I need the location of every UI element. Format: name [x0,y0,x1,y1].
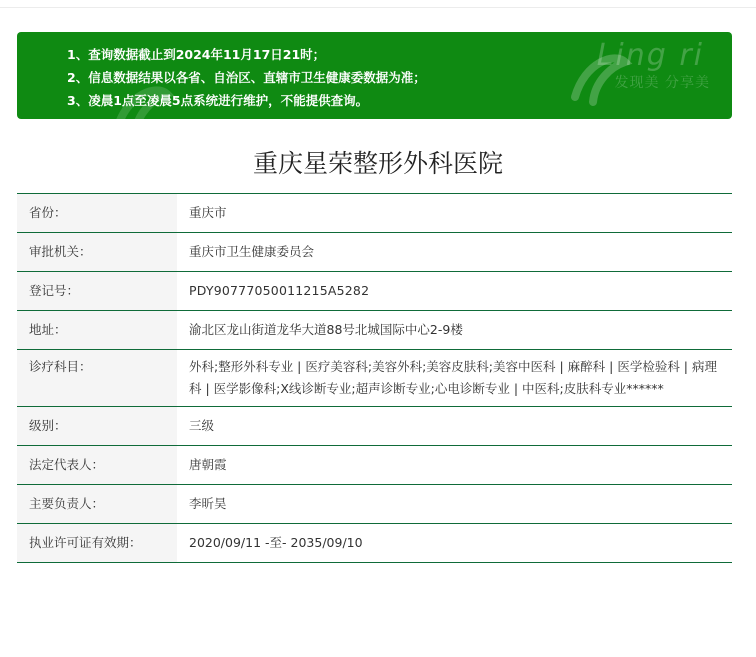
row-value: 外科;整形外科专业 | 医疗美容科;美容外科;美容皮肤科;美容中医科 | 麻醉科 | 医学检验科 | 病理科 | 医学影像科;X线诊断专业;超声诊断专业;心电诊断专业 | 中医科;皮肤科专业****** [189,359,717,396]
row-value: 李昕昊 [189,496,227,511]
row-label: 法定代表人： [17,446,177,484]
row-value: 重庆市 [189,205,227,220]
top-divider [0,7,756,8]
row-label: 地址： [17,311,177,349]
table-row-departments [17,350,732,407]
row-label: 省份： [17,194,177,232]
row-label: 主要负责人： [17,485,177,523]
table-row-address [17,311,732,350]
notice-line-3: 3、凌晨1点至凌晨5点系统进行维护，不能提供查询。 [67,93,369,108]
table-row-license-validity [17,524,732,563]
row-label: 审批机关： [17,233,177,271]
table-row-principal [17,485,732,524]
row-label: 诊疗科目： [17,350,177,406]
watermark-logo: Ling ri [596,38,704,73]
table-row-legal-representative [17,446,732,485]
page-title: 重庆星荣整形外科医院 [252,149,503,178]
notice-line-1: 1、查询数据截止到2024年11月17日21时； [67,47,326,62]
table-row-province [17,194,732,233]
row-label: 级别： [17,407,177,445]
watermark-tagline: 发现美 分享美 [614,75,710,91]
notice-line-2: 2、信息数据结果以各省、自治区、直辖市卫生健康委数据为准； [67,70,426,85]
hospital-info-table [17,193,732,563]
row-value: 重庆市卫生健康委员会 [189,244,315,259]
table-row-level [17,407,732,446]
notice-banner [17,32,732,119]
row-value: PDY90777050011215A5282 [189,283,370,298]
row-label: 执业许可证有效期： [17,524,177,562]
row-label: 登记号： [17,272,177,310]
row-value: 2020/09/11 -至- 2035/09/10 [189,535,363,550]
row-value: 渝北区龙山街道龙华大道88号北城国际中心2-9楼 [189,322,463,337]
row-value: 唐朝霞 [189,457,227,472]
table-row-registration-number [17,272,732,311]
table-row-authority [17,233,732,272]
row-value: 三级 [189,418,215,433]
